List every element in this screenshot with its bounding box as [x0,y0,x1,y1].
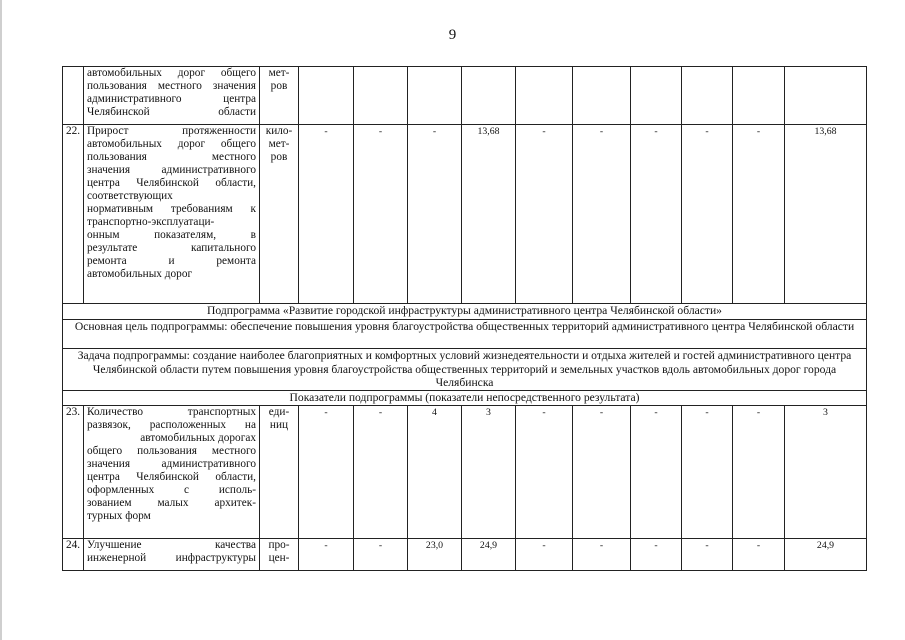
value-cell: - [299,538,354,570]
name-line: значения административного [87,457,256,470]
unit-cell [260,538,299,570]
value-cell: - [733,125,785,304]
name-line: турных форм [87,509,151,522]
subprogram-title: Подпрограмма «Развитие городской инфраструктуры административного центра Челябинской области» [63,304,867,320]
name-line: ремонта и ремонта [87,255,256,267]
value-cell [516,67,573,125]
value-cell: 13,68 [462,125,516,304]
name-line: оформленных с исполь- [87,483,256,496]
value-cell [631,67,682,125]
indicator-name: автомобильных дорог общего пользования местного значения административного центра Челябинской области [84,67,260,125]
value-cell: - [682,405,733,538]
unit-cell [260,125,299,304]
value-cell: - [631,405,682,538]
unit-line: про- [268,538,290,551]
value-cell: - [408,125,462,304]
name-line: соответствующих [87,190,173,202]
value-cell: - [516,538,573,570]
task-row [63,349,867,391]
name-line: зованием малых архитек- [87,496,256,509]
value-cell [573,67,631,125]
value-cell [354,67,408,125]
row-number: 23. [63,405,84,538]
subprogram-task: Задача подпрограммы: создание наиболее благоприятных и комфортных условий жизнедеятельности и отдыха жителей и гостей административного центра Челябинской области путем повышения уровня благоустройства общественных территорий и земельных участков вдоль автомобильных дорог города Челябинска [63,349,867,391]
indicators-header-row [63,391,867,406]
subprogram-goal: Основная цель подпрограммы: обеспечение повышения уровня благоустройства общественных территорий административного центра Челябинской области [63,320,867,349]
unit-line: ров [270,151,288,163]
indicator-name [84,125,260,304]
value-cell: 3 [462,405,516,538]
name-line: Улучшение качества [87,538,256,551]
unit-line: ниц [269,418,289,431]
value-cell: - [631,538,682,570]
table-row-continuation [63,67,867,125]
row-number: 24. [63,538,84,570]
value-cell [462,67,516,125]
unit-line: цен- [268,551,290,564]
name-line: значения административного [87,164,256,176]
name-line: автомобильных дорог общего [87,138,256,150]
page-edge-line [0,0,2,640]
table-row-22 [63,125,867,304]
name-line: центра Челябинской области, [87,177,256,189]
subprogram-row [63,304,867,320]
name-line: общего пользования местного [87,444,256,457]
value-cell: 4 [408,405,462,538]
name-line: онным показателям, в [87,229,256,241]
value-cell: 24,9 [462,538,516,570]
name-line: транспортно-эксплуатаци- [87,216,215,228]
value-cell [408,67,462,125]
name-line: результате капитального [87,242,256,254]
value-cell: - [299,125,354,304]
unit-line: мет- [268,138,290,150]
indicators-table [62,66,867,571]
name-line: Количество транспортных [87,405,256,418]
value-cell: - [733,538,785,570]
value-cell [785,67,867,125]
unit-line: еди- [268,405,290,418]
name-line: нормативным требованиям к [87,203,256,215]
table-row-24 [63,538,867,570]
value-cell: - [516,125,573,304]
value-cell [299,67,354,125]
value-cell: - [299,405,354,538]
value-cell: - [354,405,408,538]
value-cell: - [354,538,408,570]
value-cell: 13,68 [785,125,867,304]
value-cell: 23,0 [408,538,462,570]
value-cell: - [573,125,631,304]
unit-line: кило- [265,125,293,137]
value-cell [733,67,785,125]
value-cell: - [573,538,631,570]
value-cell: 3 [785,405,867,538]
row-number: 22. [63,125,84,304]
indicators-heading: Показатели подпрограммы (показатели непосредственного результата) [63,391,867,406]
unit-cell: мет- ров [260,67,299,125]
page-number: 9 [448,27,457,43]
value-cell: - [682,538,733,570]
indicator-name [84,405,260,538]
value-cell: - [573,405,631,538]
unit-cell [260,405,299,538]
name-line: пользования местного [87,151,256,163]
value-cell: 24,9 [785,538,867,570]
row-number [63,67,84,125]
name-line: Прирост протяженности [87,125,256,137]
goal-row [63,320,867,349]
table-row-23 [63,405,867,538]
name-line: автомобильных дорогах [140,431,256,444]
value-cell: - [733,405,785,538]
value-cell: - [354,125,408,304]
name-line: инженерной инфраструктуры [87,551,256,564]
value-cell: - [682,125,733,304]
value-cell [682,67,733,125]
name-line: центра Челябинской области, [87,470,256,483]
name-line: развязок, расположенных на [87,418,256,431]
name-line: автомобильных дорог [87,268,193,280]
value-cell: - [516,405,573,538]
indicator-name [84,538,260,570]
value-cell: - [631,125,682,304]
